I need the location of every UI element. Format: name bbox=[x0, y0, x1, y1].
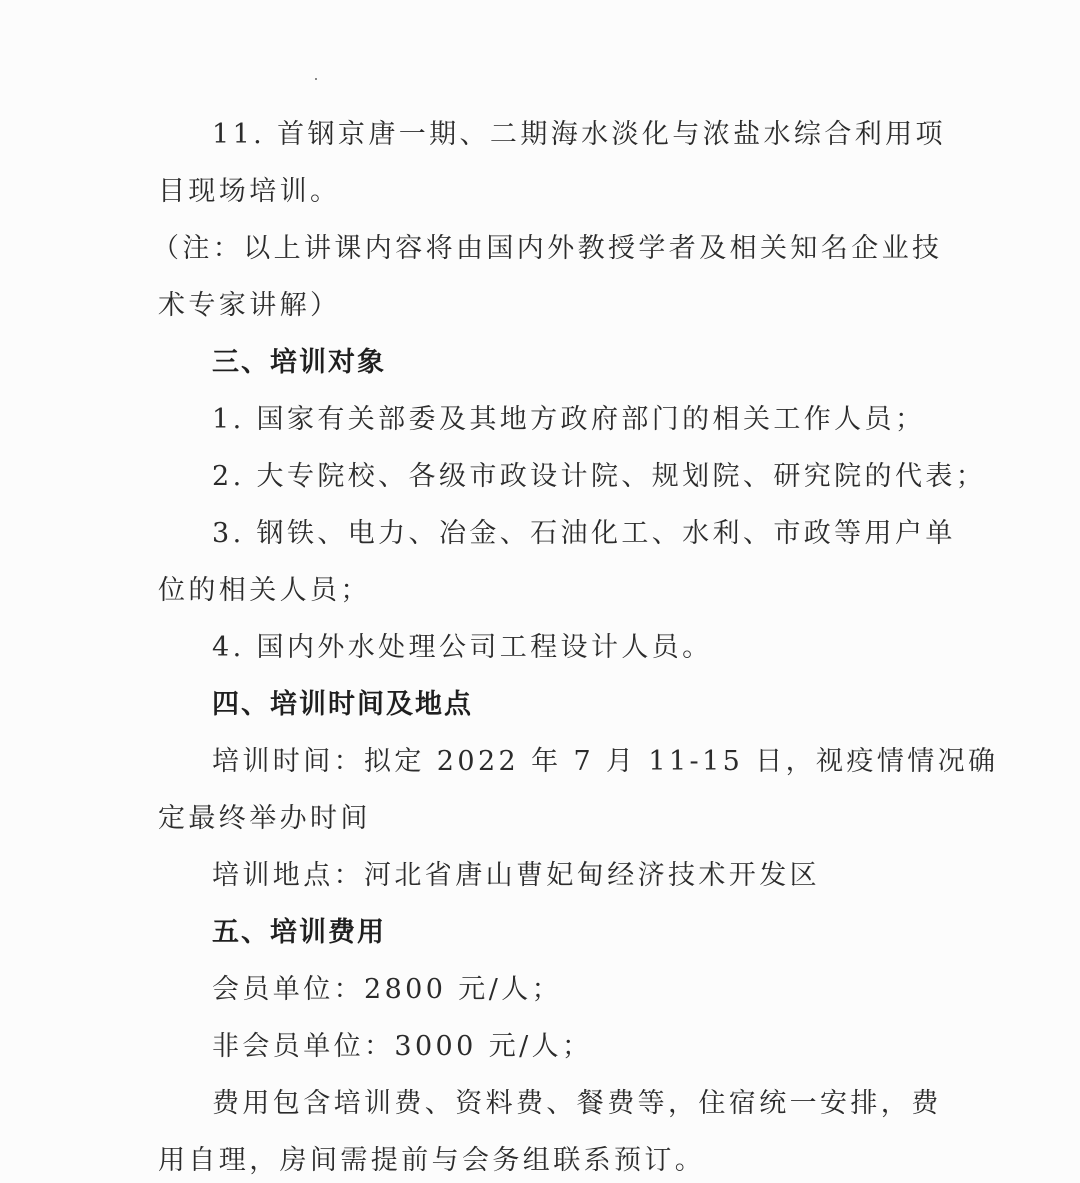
audience-item-3-line-2: 位的相关人员； bbox=[158, 575, 371, 606]
section-5-heading: 五、培训费用 bbox=[212, 917, 386, 948]
fee-note-line-1: 费用包含培训费、资料费、餐费等，住宿统一安排，费 bbox=[212, 1088, 942, 1119]
training-location: 培训地点：河北省唐山曹妃甸经济技术开发区 bbox=[212, 860, 820, 891]
section-4-heading: 四、培训时间及地点 bbox=[212, 689, 473, 720]
audience-item-3-line-1: 3. 钢铁、电力、冶金、石油化工、水利、市政等用户单 bbox=[212, 518, 956, 549]
item-11-line-1: 11. 首钢京唐一期、二期海水淡化与浓盐水综合利用项 bbox=[212, 119, 946, 150]
audience-item-4: 4. 国内外水处理公司工程设计人员。 bbox=[212, 632, 713, 663]
fee-note-line-2: 用自理，房间需提前与会务组联系预订。 bbox=[158, 1145, 706, 1176]
non-member-fee: 非会员单位：3000 元/人； bbox=[212, 1031, 593, 1062]
audience-item-1: 1. 国家有关部委及其地方政府部门的相关工作人员； bbox=[212, 404, 926, 435]
note-line-2: 术专家讲解） bbox=[158, 290, 341, 321]
audience-item-2: 2. 大专院校、各级市政设计院、规划院、研究院的代表； bbox=[212, 461, 987, 492]
section-3-heading: 三、培训对象 bbox=[212, 347, 386, 378]
training-time-line-1: 培训时间：拟定 2022 年 7 月 11-15 日，视疫情情况确 bbox=[212, 746, 999, 777]
scan-speck bbox=[315, 78, 317, 80]
member-fee: 会员单位：2800 元/人； bbox=[212, 974, 562, 1005]
note-line-1: （注：以上讲课内容将由国内外教授学者及相关知名企业技 bbox=[152, 233, 943, 264]
training-time-line-2: 定最终举办时间 bbox=[158, 803, 371, 834]
item-11-line-2: 目现场培训。 bbox=[158, 176, 341, 207]
